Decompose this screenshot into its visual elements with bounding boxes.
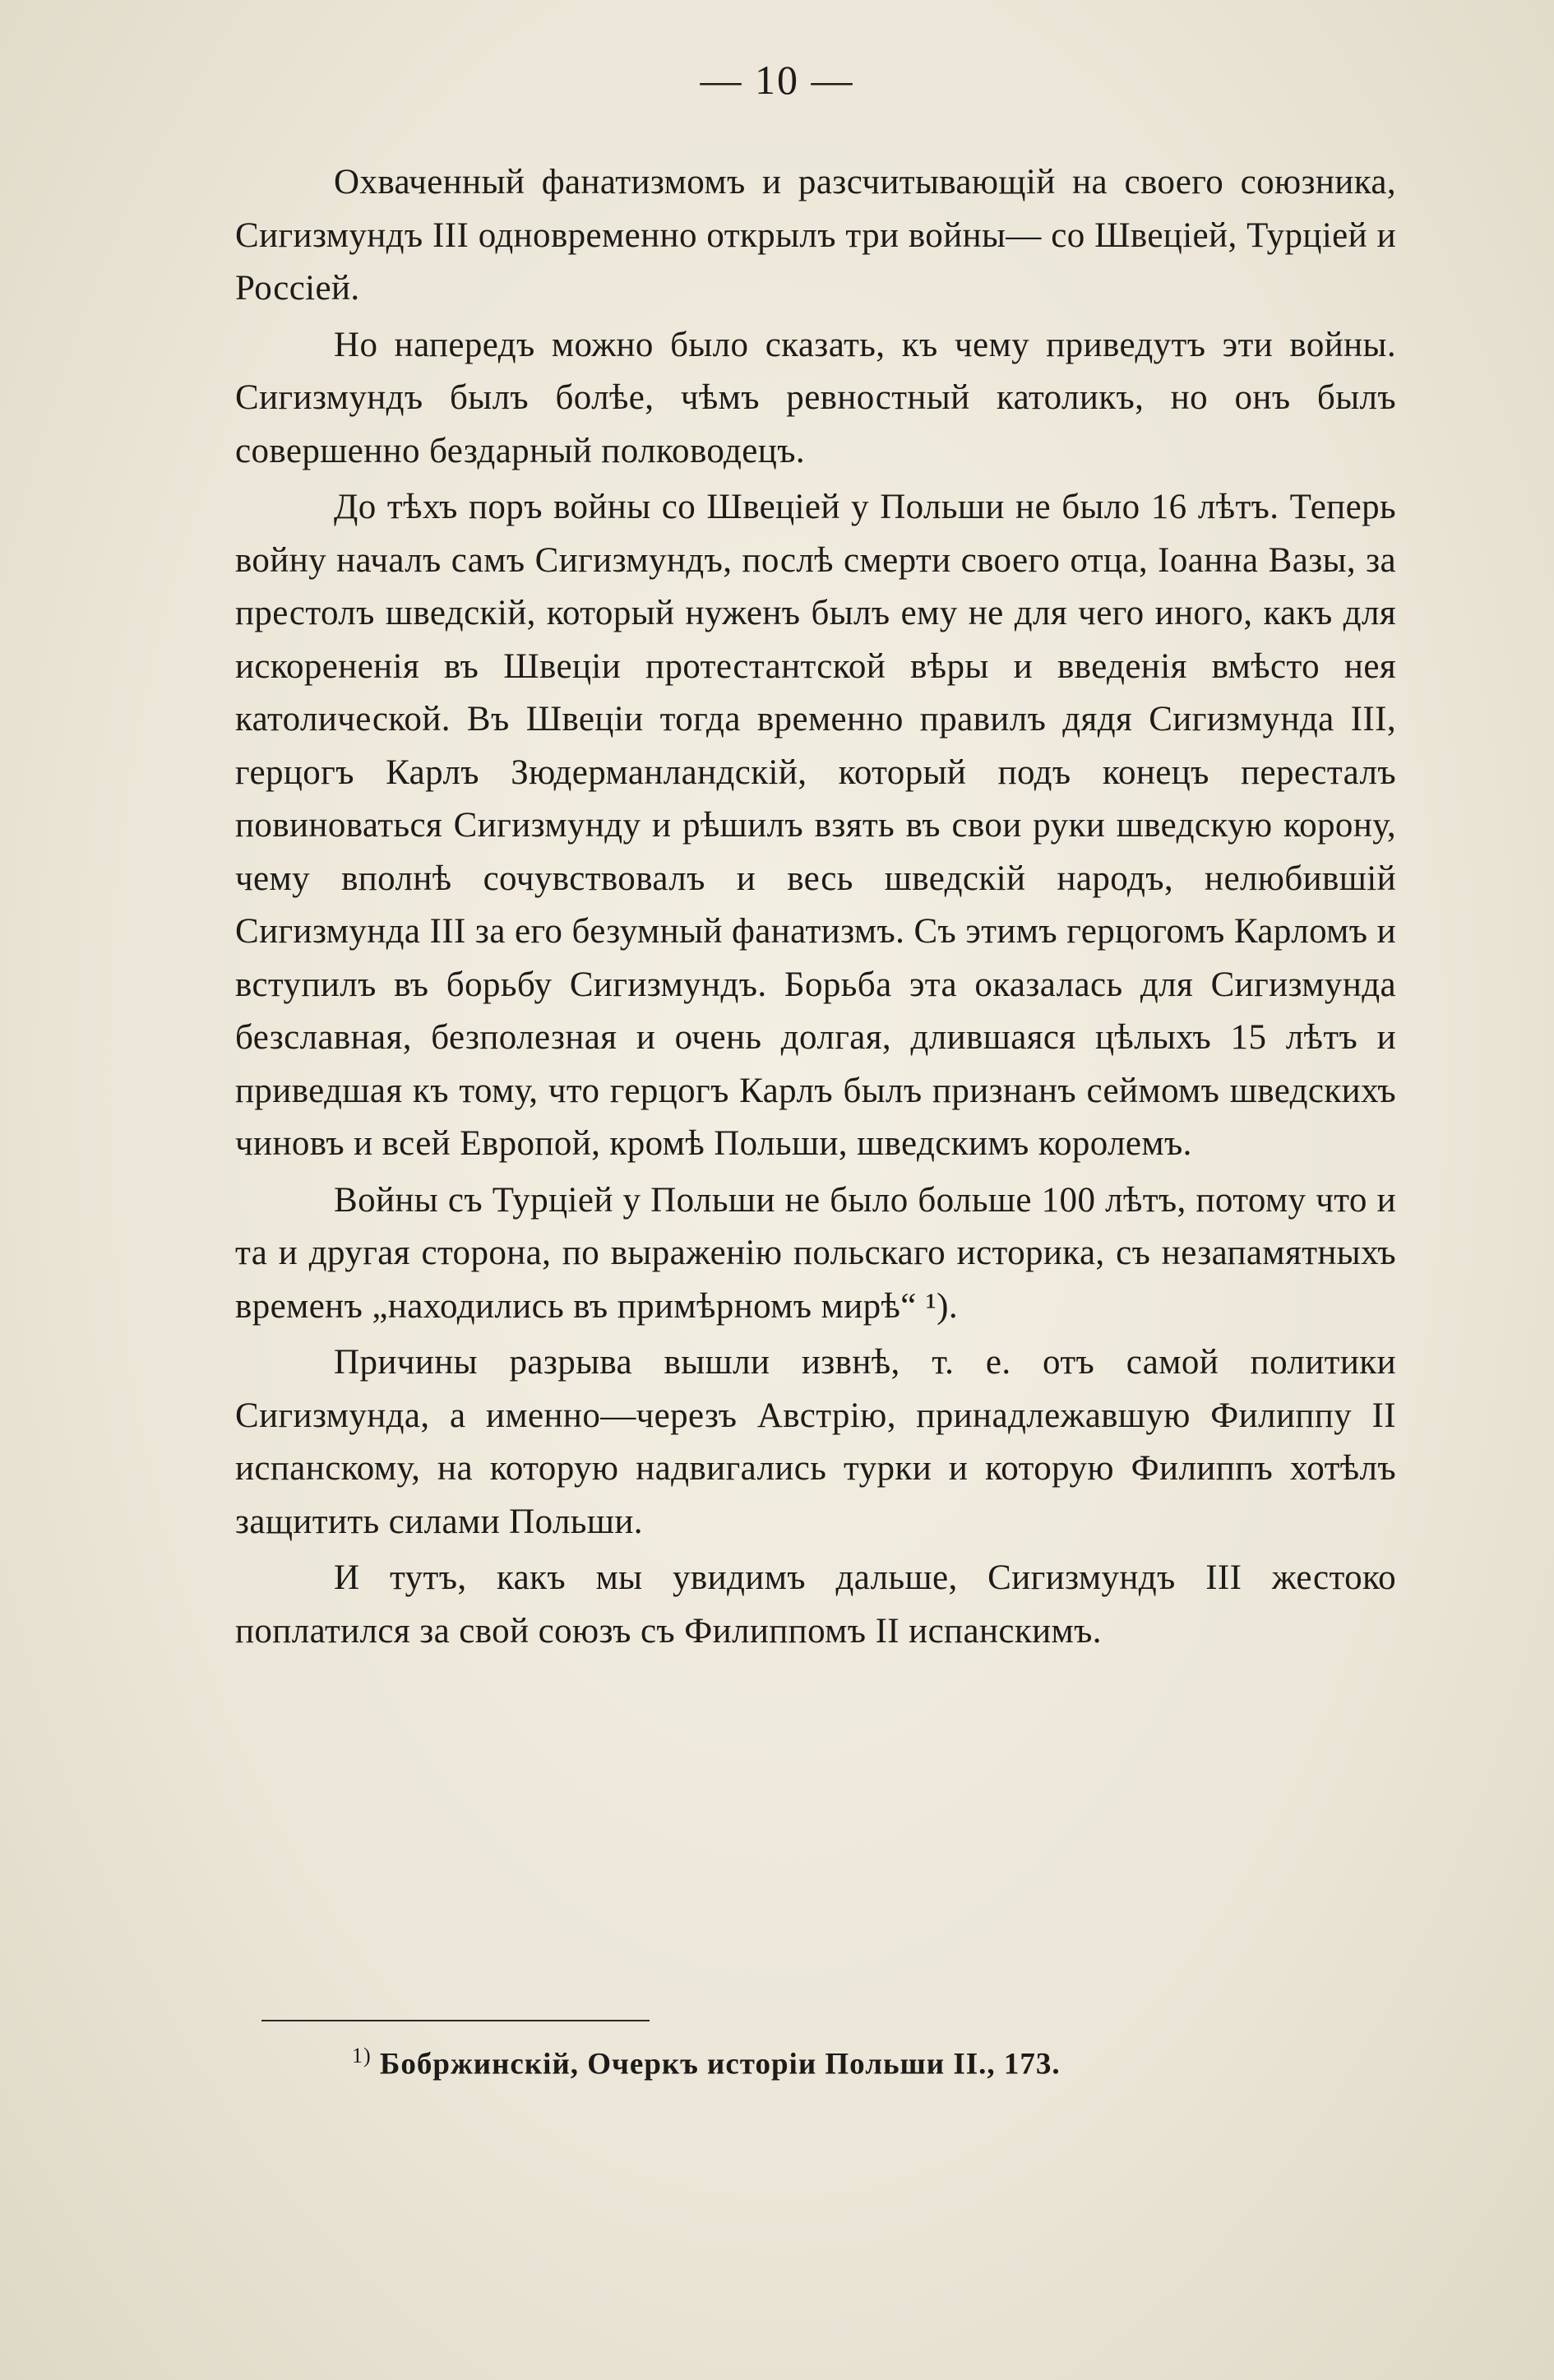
page-number: — 10 — — [700, 57, 854, 103]
footnote-divider — [261, 2020, 650, 2021]
paragraph-1: Охваченный фанатизмомъ и разсчитывающій на своего союзника, Сигизмундъ III одновременно открылъ три войны— со Швеціей, Турціей и Россіей. — [235, 163, 1396, 308]
footnote-text: Бобржинскій, Очеркъ исторіи Польши II., 173. — [379, 2047, 1061, 2081]
body-text — [235, 156, 1396, 1661]
paragraph-3: До тѣхъ поръ войны со Швеціей у Польши не было 16 лѣтъ. Теперь войну началъ самъ Сигизмундъ, послѣ смерти своего отца, Іоанна Вазы, за престолъ шведскій, который нуженъ былъ ему не для чего иного, какъ для искорененія въ Швеціи протестантской вѣры и введенія вмѣсто нея католической. Въ Швеціи тогда временно правилъ дядя Сигизмунда III, герцогъ Карлъ Зюдерманландскій, который подъ конецъ пересталъ повиноваться Сигизмунду и рѣшилъ взять въ свои руки шведскую корону, чему вполнѣ сочувствовалъ и весь шведскій народъ, нелюбившій Сигизмунда III за его безумный фанатизмъ. Съ этимъ герцогомъ Карломъ и вступилъ въ борьбу Сигизмундъ. Борьба эта оказалась для Сигизмунда безславная, безполезная и очень долгая, длившаяся цѣлыхъ 15 лѣтъ и приведшая къ тому, что герцогъ Карлъ былъ признанъ сеймомъ шведскихъ чиновъ и всей Европой, кромѣ Польши, шведскимъ королемъ. — [235, 488, 1396, 1163]
paragraph-5: Причины разрыва вышли извнѣ, т. е. отъ самой политики Сигизмунда, а именно—черезъ Австрію, принадлежавшую Филиппу II испанскому, на которую надвигались турки и которую Филиппъ хотѣлъ защитить силами Польши. — [235, 1343, 1396, 1541]
paragraph-6: И тутъ, какъ мы увидимъ дальше, Сигизмундъ III жестоко поплатился за свой союзъ съ Филиппомъ II испанскимъ. — [235, 1558, 1396, 1651]
footnote-marker: 1) — [352, 2044, 372, 2067]
footnote — [352, 2031, 1061, 2089]
paragraph-4: Войны съ Турціей у Польши не было больше 100 лѣтъ, потому что и та и другая сторона, по выраженію польскаго историка, съ незапамятныхъ временъ „находились въ примѣрномъ мирѣ“ ¹). — [235, 1180, 1396, 1326]
paragraph-2: Но напередъ можно было сказать, къ чему приведутъ эти войны. Сигизмундъ былъ болѣе, чѣмъ ревностный католикъ, но онъ былъ совершенно бездарный полководецъ. — [235, 325, 1396, 470]
